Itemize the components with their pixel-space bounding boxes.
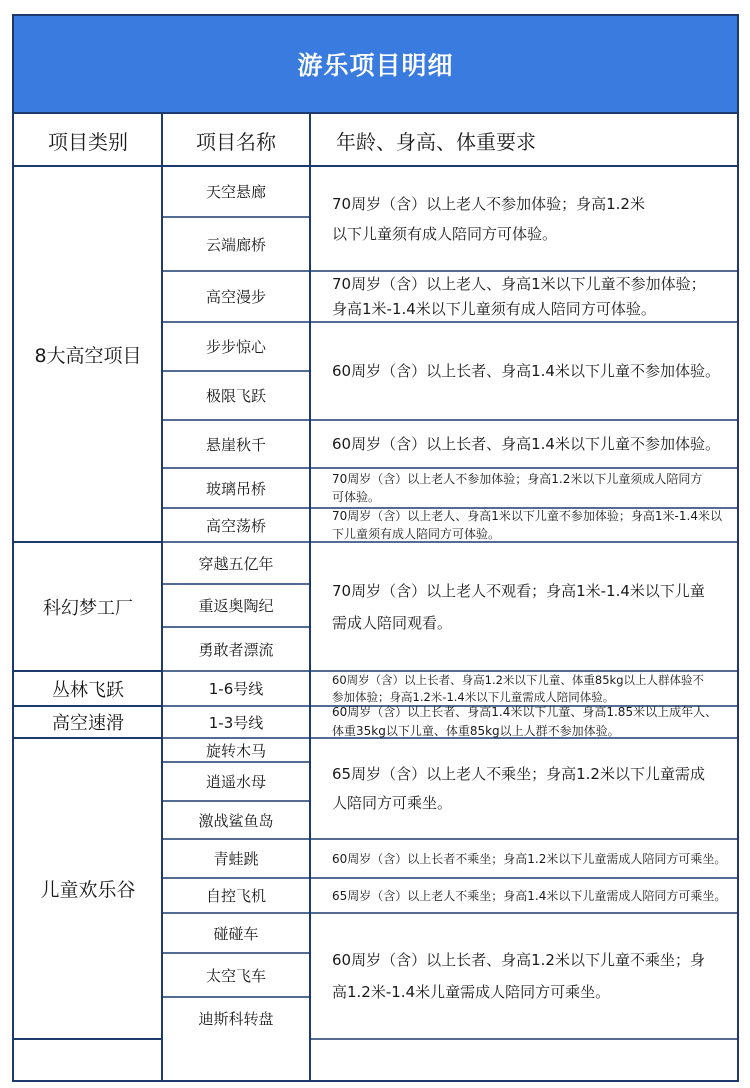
item-name: 高空荡桥 [205,516,266,535]
requirement-text [310,420,737,468]
requirement-text [310,706,737,738]
item-name: 玻璃吊桥 [205,479,266,498]
requirement-text [310,508,737,542]
requirement-text [310,468,737,508]
item-name: 天空悬廊 [205,183,266,201]
category-name: 8大高空项目 [34,344,142,367]
requirement-line: 60周岁（含）以上长者、身高1.2米以下儿童、体重85kg以上人群体验不 [332,672,705,687]
requirement-line: 体重35kg以下儿童、体重85kg以上人群不参加体验。 [332,724,620,738]
requirement-line: 60周岁（含）以上长者、身高1.4米以下儿童不参加体验。 [332,434,720,453]
item-name: 极限飞跃 [205,387,266,405]
requirement-line: 60周岁（含）以上长者、身高1.4米以下儿童、身高1.85米以上成年人、 [332,705,718,719]
requirement-text [310,878,737,913]
item-name: 1-6号线 [208,680,264,698]
column-header: 年龄、身高、体重要求 [336,129,536,154]
requirement-text [310,166,737,271]
item-name: 旋转木马 [205,741,266,760]
column-header: 项目类别 [48,129,128,154]
requirement-line: 70周岁（含）以上老人不观看；身高1米-1.4米以下儿童 [332,581,705,600]
requirement-line: 70周岁（含）以上老人不参加体验；身高1.2米以下儿童须成人陪同方 [332,472,703,486]
item-name: 悬崖秋千 [205,435,266,454]
requirement-line: 参加体验；身高1.2米-1.4米以下儿童需成人陪同体验。 [332,689,615,704]
requirement-text [310,671,737,706]
requirement-text [310,839,737,878]
requirement-line: 60周岁（含）以上长者不乘坐；身高1.2米以下儿童需成人陪同方可乘坐。 [332,851,727,866]
requirement-line: 需成人陪同观看。 [332,613,453,632]
requirement-line: 人陪同方可乘坐。 [332,793,453,812]
requirement-line: 高1.2米-1.4米儿童需成人陪同方可乘坐。 [332,983,611,1001]
requirement-line: 可体验。 [332,490,381,504]
requirement-text [310,271,737,322]
requirement-line: 70周岁（含）以上老人、身高1米以下儿童不参加体验； [332,274,706,293]
item-name: 1-3号线 [208,713,264,732]
requirement-line: 65周岁（含）以上老人不乘坐；身高1.4米以下儿童需成人陪同方可乘坐。 [332,888,727,903]
item-name: 青蛙跳 [213,850,259,868]
item-name: 穿越五亿年 [198,554,274,573]
item-name: 激战鲨鱼岛 [198,811,274,830]
category-name: 科幻梦工厂 [43,597,133,619]
detail-table [12,14,739,1082]
item-name: 高空漫步 [205,288,266,306]
requirement-line: 身高1米-1.4米以下儿童须有成人陪同方可体验。 [332,299,656,318]
item-name: 步步惊心 [205,338,266,356]
category-name: 丛林飞跃 [52,679,124,701]
column-header: 项目名称 [196,129,276,154]
requirement-line: 下儿童须有成人陪同方可体验。 [332,527,501,541]
requirement-line: 60周岁（含）以上长者、身高1.4米以下儿童不参加体验。 [332,361,720,380]
requirement-text [310,913,737,1039]
page-title: 游乐项目明细 [297,51,454,80]
item-name: 太空飞车 [205,966,266,985]
category-name: 高空速滑 [52,713,124,734]
requirement-line: 60周岁（含）以上长者、身高1.2米以下儿童不乘坐；身 [332,951,705,969]
item-name: 勇敢者漂流 [198,640,274,659]
requirement-text [310,738,737,839]
item-name: 迪斯科转盘 [198,1009,274,1028]
item-name: 自控飞机 [205,887,266,905]
requirement-line: 70周岁（含）以上老人不参加体验；身高1.2米 [332,194,645,213]
item-name: 逍遥水母 [205,773,266,791]
requirement-line: 65周岁（含）以上老人不乘坐；身高1.2米以下儿童需成 [332,764,705,783]
item-name: 碰碰车 [213,924,259,943]
item-name: 云端廊桥 [205,235,266,254]
requirement-line: 以下儿童须有成人陪同方可体验。 [332,224,558,243]
requirement-line: 70周岁（含）以上老人、身高1米以下儿童不参加体验；身高1米-1.4米以 [332,509,722,523]
requirement-text [310,322,737,420]
requirement-text [310,542,737,671]
category-name: 儿童欢乐谷 [40,879,136,901]
item-name: 重返奥陶纪 [198,597,274,615]
